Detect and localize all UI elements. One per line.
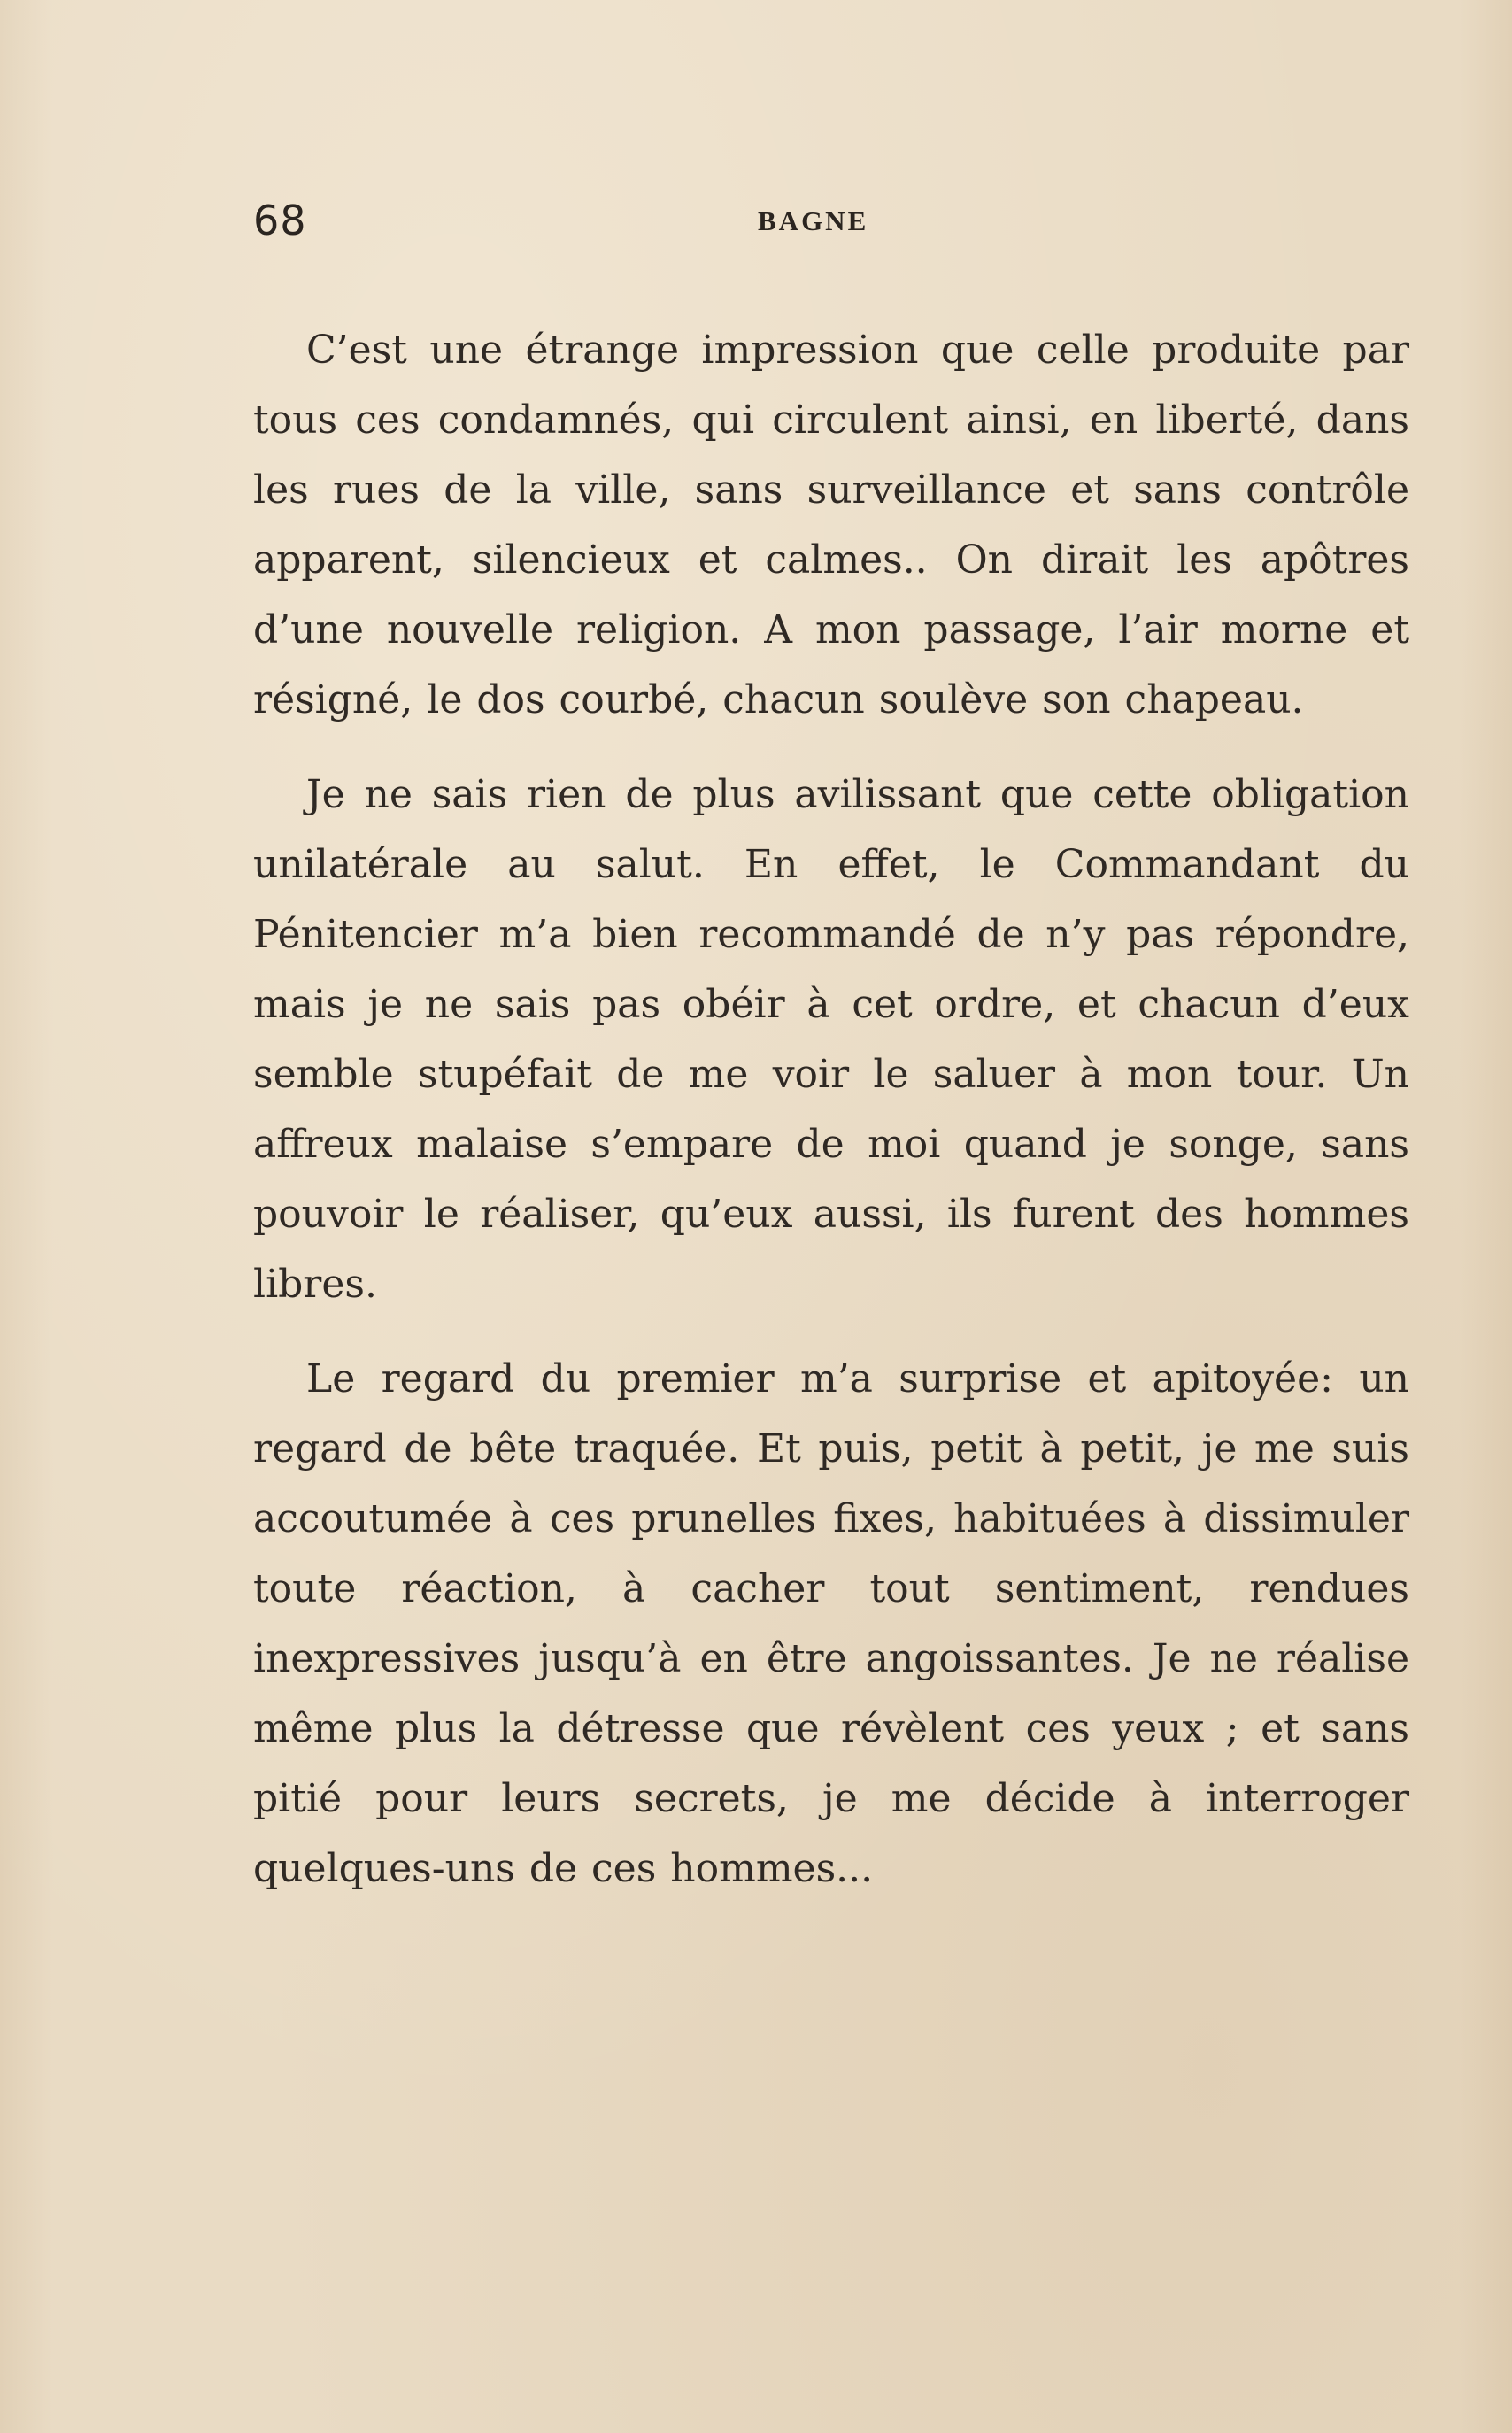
page-header — [253, 197, 1409, 259]
page-number: 68 — [253, 197, 307, 244]
paragraph-3: Le regard du premier m’a surprise et apitoyée: un regard de bête traquée. Et puis, petit à petit, je me suis accoutumée à ces prunelles fixes, habituées à dissimuler toute réaction, à cacher tout sentiment, rendues inexpressives jusqu’à en être angoissantes. Je ne réalise même plus la détresse que révèlent ces yeux ; et sans pitié pour leurs secrets, je me décide à interroger quelques-uns de ces hommes... — [253, 1356, 1409, 1891]
paragraph-2: Je ne sais rien de plus avilissant que cette obligation unilatérale au salut. En effet, le Commandant du Pénitencier m’a bien recommandé de n’y pas répondre, mais je ne sais pas obéir à cet ordre, et chacun d’eux semble stupéfait de me voir le saluer à mon tour. Un affreux malaise s’empare de moi quand je songe, sans pouvoir le réaliser, qu’eux aussi, ils furent des hommes libres. — [253, 772, 1409, 1307]
running-title: BAGNE — [758, 205, 869, 236]
body-text — [253, 315, 1409, 1928]
paragraph-1: C’est une étrange impression que celle produite par tous ces condamnés, qui circulent ainsi, en liberté, dans les rues de la ville, sans surveillance et sans contrôle apparent, silencieux et calmes.. On dirait les apôtres d’une nouvelle religion. A mon passage, l’air morne et résigné, le dos courbé, chacun soulève son chapeau. — [253, 328, 1409, 722]
